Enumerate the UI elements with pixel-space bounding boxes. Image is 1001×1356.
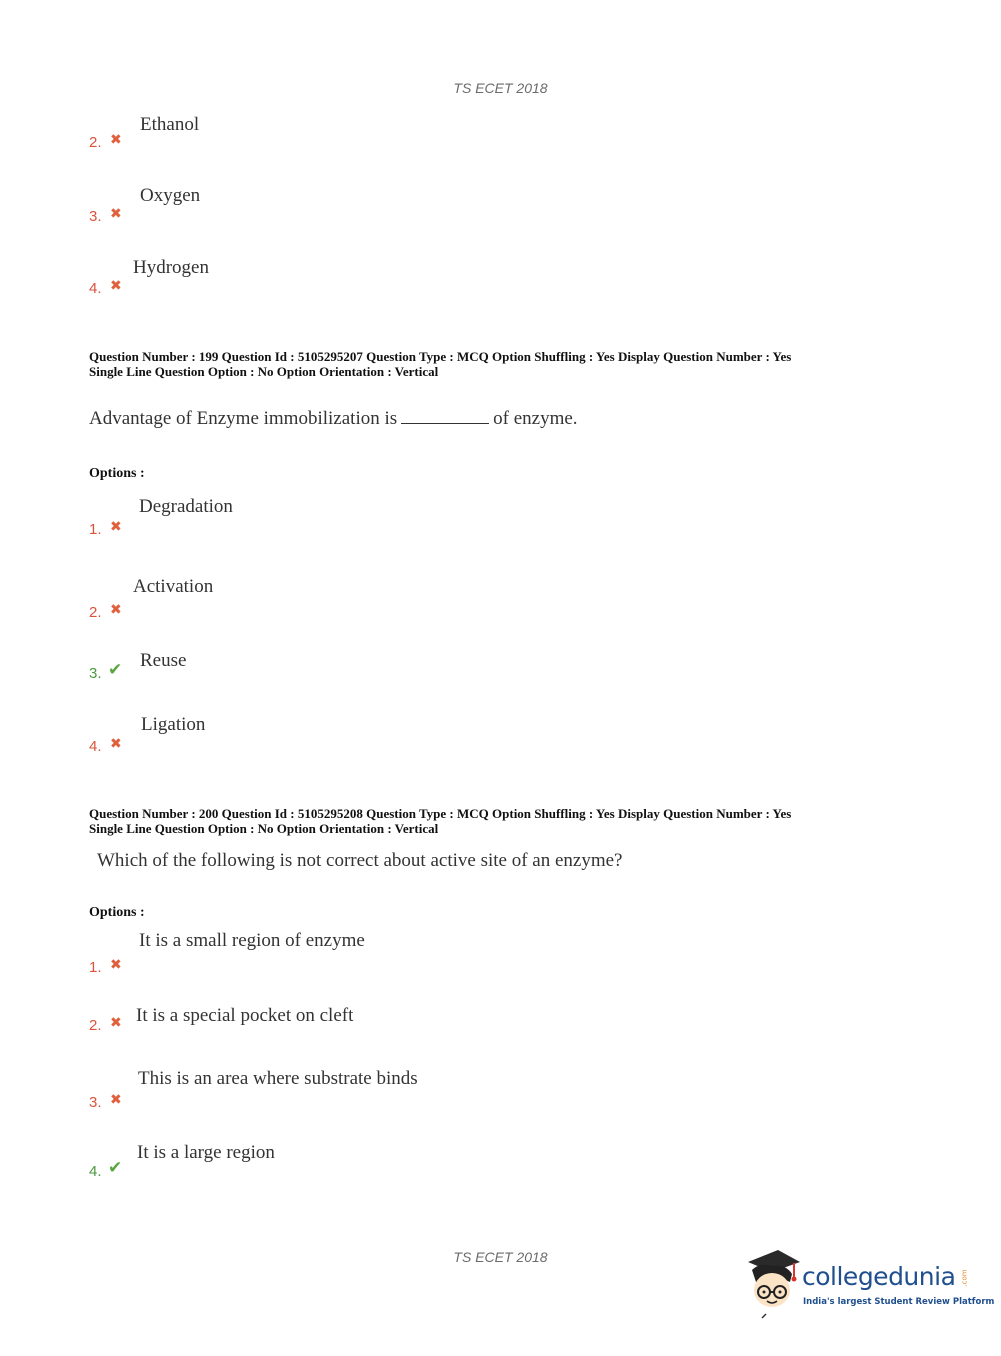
question-text <box>89 408 578 430</box>
collegedunia-logo <box>742 1248 995 1320</box>
option-text: Oxygen <box>140 185 201 206</box>
wrong-cross-icon: ✖ <box>110 957 122 973</box>
option-number: 2. <box>89 1017 102 1034</box>
logo-wordmark: collegedunia <box>802 1262 956 1291</box>
wrong-cross-icon: ✖ <box>110 206 122 222</box>
option-text: Reuse <box>140 650 187 671</box>
option-text: Activation <box>133 576 214 597</box>
option-number: 3. <box>89 665 102 682</box>
wrong-cross-icon: ✖ <box>110 602 122 618</box>
wrong-cross-icon: ✖ <box>110 278 122 294</box>
option-text: This is an area where substrate binds <box>138 1068 418 1089</box>
logo-tagline: India's largest Student Review Platform <box>803 1297 995 1307</box>
option-text: Ethanol <box>140 114 200 135</box>
option-text: Ligation <box>141 714 206 735</box>
option-text: Hydrogen <box>133 257 209 278</box>
option-number: 4. <box>89 280 102 297</box>
question-text-before: Advantage of Enzyme immobilization is <box>89 408 398 429</box>
options-label: Options : <box>89 905 145 920</box>
option-text: Degradation <box>139 496 233 517</box>
question-text-after: of enzyme. <box>493 408 578 429</box>
option-number: 4. <box>89 1163 102 1180</box>
question-meta-line1: Question Number : 200 Question Id : 5105295208 Question Type : MCQ Option Shuffling : Yes Display Question Number : Yes <box>89 806 792 821</box>
answer-blank <box>401 423 489 424</box>
option-number: 1. <box>89 521 102 538</box>
options-label: Options : <box>89 466 145 481</box>
option-text: It is a special pocket on cleft <box>136 1005 354 1026</box>
wrong-cross-icon: ✖ <box>110 132 122 148</box>
option-number: 3. <box>89 1094 102 1111</box>
option-number: 2. <box>89 604 102 621</box>
wrong-cross-icon: ✖ <box>110 519 122 535</box>
option-number: 3. <box>89 208 102 225</box>
correct-check-icon: ✔ <box>108 1158 123 1178</box>
question-text: Which of the following is not correct about active site of an enzyme? <box>97 850 623 871</box>
question-meta-line2: Single Line Question Option : No Option Orientation : Vertical <box>89 821 439 836</box>
option-number: 4. <box>89 738 102 755</box>
logo-com: .com <box>960 1269 969 1287</box>
question-meta-line2: Single Line Question Option : No Option Orientation : Vertical <box>89 364 439 379</box>
correct-check-icon: ✔ <box>108 660 123 680</box>
question-meta-line1: Question Number : 199 Question Id : 5105295207 Question Type : MCQ Option Shuffling : Yes Display Question Number : Yes <box>89 349 792 364</box>
option-text: It is a large region <box>137 1142 275 1163</box>
wrong-cross-icon: ✖ <box>110 1015 122 1031</box>
wrong-cross-icon: ✖ <box>110 1092 122 1108</box>
option-number: 2. <box>89 134 102 151</box>
wrong-cross-icon: ✖ <box>110 736 122 752</box>
option-text: It is a small region of enzyme <box>139 930 365 951</box>
student-mascot-icon <box>742 1248 802 1320</box>
page-header: TS ECET 2018 <box>453 80 548 96</box>
option-number: 1. <box>89 959 102 976</box>
page-footer: TS ECET 2018 <box>453 1249 548 1265</box>
